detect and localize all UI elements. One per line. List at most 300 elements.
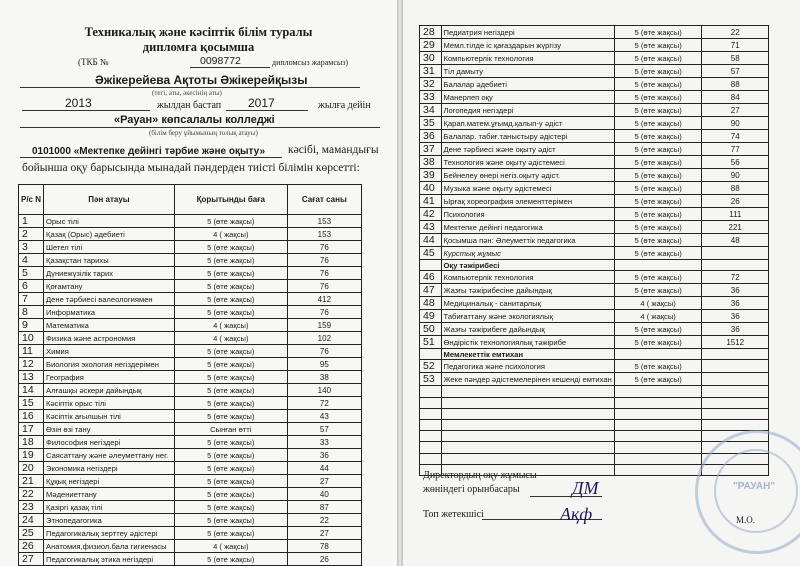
subject-name: Қарап.матем.ұғымд.қалып-у әдіст [441, 117, 614, 130]
subject-name: География [44, 371, 175, 384]
row-number: 36 [420, 130, 442, 143]
subject-name: Логопедия негіздері [441, 104, 614, 117]
grades-table-left [18, 184, 362, 566]
subject-name: Саясаттану және әлеуметтану нег. [44, 449, 175, 462]
subject-name: Физика және астрономия [44, 332, 175, 345]
subject-name: Анатомия,физиол.бала гигиенасы [44, 540, 175, 553]
diploma-number: 0098772 [200, 55, 241, 67]
grade-value: 5 (өте жақсы) [614, 221, 702, 234]
table-row [420, 336, 769, 349]
table-row [420, 247, 769, 260]
college-name: «Рауан» көпсалалы колледжі [114, 114, 275, 126]
hours-value: 72 [287, 397, 361, 410]
row-number: 50 [420, 323, 442, 336]
table-row [420, 260, 769, 271]
grade-value: 5 (өте жақсы) [174, 241, 287, 254]
empty-cell [420, 431, 442, 442]
header-subject: Пән атауы [44, 185, 175, 215]
stamp-label: М.О. [736, 515, 756, 525]
empty-cell [614, 419, 702, 430]
table-row [420, 156, 769, 169]
row-number: 17 [19, 423, 44, 436]
subject-name: Қазіргі қазақ тілі [44, 501, 175, 514]
table-row [420, 26, 769, 39]
grade-value: 5 (өте жақсы) [174, 267, 287, 280]
year-end: 2017 [248, 96, 275, 110]
subject-name: Мәдениеттану [44, 488, 175, 501]
grade-value: 5 (өте жақсы) [614, 208, 702, 221]
table-row [420, 39, 769, 52]
empty-cell [702, 408, 769, 419]
empty-row [420, 419, 769, 430]
table-row [420, 221, 769, 234]
table-row [19, 280, 362, 293]
hours-value: 36 [702, 323, 769, 336]
grade-value: 5 (өте жақсы) [174, 384, 287, 397]
grade-value: 4 ( жақсы) [174, 319, 287, 332]
empty-cell [420, 419, 442, 430]
hours-value: 71 [702, 39, 769, 52]
empty-cell [420, 408, 442, 419]
hours-value: 153 [287, 215, 361, 228]
row-number: 26 [19, 540, 44, 553]
college-caption: (білім беру ұйымының толық атауы) [149, 129, 258, 137]
grade-value: 5 (өте жақсы) [174, 306, 287, 319]
subject-name: Этнопедагогика [44, 514, 175, 527]
grade-value: 5 (өте жақсы) [614, 52, 702, 65]
grade-value [614, 260, 702, 271]
subject-name: Медициналық - санитарлық [441, 297, 614, 310]
row-number: 12 [19, 358, 44, 371]
grade-value: 5 (өте жақсы) [614, 234, 702, 247]
row-number: 40 [420, 182, 442, 195]
hours-value: 221 [702, 221, 769, 234]
table-row [420, 284, 769, 297]
year-start-label: жылдан бастап [157, 100, 222, 111]
table-row [420, 117, 769, 130]
empty-cell [614, 442, 702, 453]
subject-name: Қазақ (Орыс) әдебиеті [44, 228, 175, 241]
table-row [19, 358, 362, 371]
hours-value: 76 [287, 345, 361, 358]
grade-value: 5 (өте жақсы) [174, 397, 287, 410]
table-row [19, 553, 362, 566]
empty-row [420, 431, 769, 442]
empty-row [420, 386, 769, 397]
table-row [420, 52, 769, 65]
table-row [19, 501, 362, 514]
table-row [19, 241, 362, 254]
grade-value: 5 (өте жақсы) [614, 39, 702, 52]
row-number: 16 [19, 410, 44, 423]
subject-name: Қазақстан тарихы [44, 254, 175, 267]
subject-name: Тіл дамыту [441, 65, 614, 78]
subject-name: Педагогикалық зерттеу әдістері [44, 527, 175, 540]
hours-value: 27 [287, 475, 361, 488]
row-number: 30 [420, 52, 442, 65]
table-row [420, 373, 769, 386]
hours-value: 412 [287, 293, 361, 306]
subject-name: Табиғаттану және экологиялық [441, 310, 614, 323]
table-row [19, 293, 362, 306]
table-row [19, 228, 362, 241]
subject-name: Ырғақ хореография элементтерімен [441, 195, 614, 208]
subject-name: Бейнелеу өнері негіз.оқыту әдіст. [441, 169, 614, 182]
empty-cell [702, 386, 769, 397]
row-number: 37 [420, 143, 442, 156]
row-number: 3 [19, 241, 44, 254]
grade-value: 5 (өте жақсы) [614, 104, 702, 117]
row-number: 14 [19, 384, 44, 397]
subject-name: Мектепке дейінгі педагогика [441, 221, 614, 234]
grade-value: 5 (өте жақсы) [174, 280, 287, 293]
row-number: 22 [19, 488, 44, 501]
grade-value: 5 (өте жақсы) [614, 169, 702, 182]
subject-name: Манерлеп оқу [441, 91, 614, 104]
table-row [19, 371, 362, 384]
subject-name: Психология [441, 208, 614, 221]
subject-name: Мемл.тілде іс қағаздарын жүргізу [441, 39, 614, 52]
hours-value: 153 [287, 228, 361, 241]
hours-value: 90 [702, 169, 769, 182]
name-caption: (тегі, аты, әкесінің аты) [152, 89, 222, 97]
empty-cell [441, 442, 614, 453]
grade-value: 5 (өте жақсы) [174, 410, 287, 423]
hours-value: 76 [287, 280, 361, 293]
hours-value: 140 [287, 384, 361, 397]
hours-value: 74 [702, 130, 769, 143]
empty-row [420, 397, 769, 408]
row-number: 31 [420, 65, 442, 78]
grades-table-right [419, 25, 769, 476]
header-grade: Қорытынды баға [174, 185, 287, 215]
row-number: 49 [420, 310, 442, 323]
table-row [19, 267, 362, 280]
student-name: Әжікерейева Ақтоты Әжікерейқызы [95, 73, 308, 87]
subject-name: Дене тәрбиесі валеологиямен [44, 293, 175, 306]
table-row [420, 323, 769, 336]
empty-cell [614, 431, 702, 442]
row-number: 43 [420, 221, 442, 234]
row-number: 48 [420, 297, 442, 310]
empty-cell [420, 453, 442, 464]
row-number: 6 [19, 280, 44, 293]
row-number: 32 [420, 78, 442, 91]
grade-value: 5 (өте жақсы) [174, 553, 287, 566]
subject-name: Жазғы тәжірибеге дайындық [441, 323, 614, 336]
empty-cell [614, 408, 702, 419]
year-start: 2013 [65, 96, 92, 110]
hours-value: 36 [287, 449, 361, 462]
row-number: 42 [420, 208, 442, 221]
table-row [19, 514, 362, 527]
empty-cell [441, 397, 614, 408]
row-number: 10 [19, 332, 44, 345]
subject-name: Информатика [44, 306, 175, 319]
table-row [420, 360, 769, 373]
row-number: 9 [19, 319, 44, 332]
grade-value: 5 (өте жақсы) [174, 501, 287, 514]
hours-value [702, 360, 769, 373]
subject-name: Педагогикалық этика негіздері [44, 553, 175, 566]
hours-value: 1512 [702, 336, 769, 349]
grade-value: 5 (өте жақсы) [614, 373, 702, 386]
hours-value: 44 [287, 462, 361, 475]
hours-value: 22 [287, 514, 361, 527]
empty-cell [614, 386, 702, 397]
row-number: 28 [420, 26, 442, 39]
subject-name: Математика [44, 319, 175, 332]
specialty-suffix: кәсібі, мамандығы [288, 144, 379, 156]
row-number: 23 [19, 501, 44, 514]
row-number: 5 [19, 267, 44, 280]
grade-value: 5 (өте жақсы) [174, 345, 287, 358]
row-number: 2 [19, 228, 44, 241]
subject-name: Өзін өзі тану [44, 423, 175, 436]
empty-cell [702, 419, 769, 430]
grade-value: 4 ( жақсы) [174, 332, 287, 345]
title-line-1: Техникалық және кәсіптік білім туралы [84, 25, 313, 39]
left-page [0, 0, 397, 566]
row-number: 45 [420, 247, 442, 260]
hours-value: 57 [702, 65, 769, 78]
hours-value: 76 [287, 254, 361, 267]
row-number: 47 [420, 284, 442, 297]
row-number: 21 [19, 475, 44, 488]
row-number: 52 [420, 360, 442, 373]
hours-value: 88 [702, 182, 769, 195]
hours-value [702, 373, 769, 386]
grade-value: 5 (өте жақсы) [174, 475, 287, 488]
hours-value: 76 [287, 241, 361, 254]
row-number: 34 [420, 104, 442, 117]
row-number: 19 [19, 449, 44, 462]
table-row [19, 423, 362, 436]
row-number: 29 [420, 39, 442, 52]
row-number: 51 [420, 336, 442, 349]
subject-name: Шетел тілі [44, 241, 175, 254]
table-row [19, 319, 362, 332]
grade-value: Сынған өтті [174, 423, 287, 436]
grade-value: 5 (өте жақсы) [174, 436, 287, 449]
table-row [19, 488, 362, 501]
header-number: Р/с N [19, 185, 44, 215]
specialty: 0101000 «Мектепке дейінгі тәрбие және оқыту» [32, 146, 266, 157]
grade-value: 4 ( жақсы) [174, 228, 287, 241]
grade-value: 5 (өте жақсы) [614, 117, 702, 130]
subject-name: Оқу тәжірибесі [441, 260, 614, 271]
grade-value: 5 (өте жақсы) [174, 293, 287, 306]
director-label-1: Директордың оқу жұмысы [423, 470, 537, 481]
table-row [420, 104, 769, 117]
hours-value: 36 [702, 310, 769, 323]
table-row [19, 462, 362, 475]
subject-name: Алғашқы әскери дайындық [44, 384, 175, 397]
empty-cell [614, 397, 702, 408]
hours-value: 40 [287, 488, 361, 501]
subject-name: Компьютерлік технология [441, 52, 614, 65]
table-row [420, 65, 769, 78]
row-number: 20 [19, 462, 44, 475]
subject-name: Балалар әдебиеті [441, 78, 614, 91]
hours-value: 95 [287, 358, 361, 371]
grade-value: 5 (өте жақсы) [174, 527, 287, 540]
empty-cell [441, 431, 614, 442]
table-row [19, 215, 362, 228]
table-row [420, 208, 769, 221]
director-label-2: жөніндегі орынбасары [423, 484, 520, 495]
row-number: 11 [19, 345, 44, 358]
table-row [19, 436, 362, 449]
row-number: 7 [19, 293, 44, 306]
row-number: 46 [420, 271, 442, 284]
diploma-suffix: дипломсыз жарамсыз) [272, 58, 349, 67]
grade-value: 5 (өте жақсы) [614, 130, 702, 143]
subject-name: Жеке пәндер әдістемелерінен кешенді емтихан [441, 373, 614, 386]
table-row [19, 397, 362, 410]
row-number: 44 [420, 234, 442, 247]
subject-name: Химия [44, 345, 175, 358]
table-row [420, 143, 769, 156]
table-row [420, 130, 769, 143]
year-end-label: жылға дейін [318, 100, 371, 111]
subject-name: Кәсіптік ағылшын тілі [44, 410, 175, 423]
subject-name: Дене тәрбиесі және оқыту әдіст [441, 143, 614, 156]
row-number: 25 [19, 527, 44, 540]
hours-value [702, 349, 769, 360]
row-number: 33 [420, 91, 442, 104]
table-row [420, 349, 769, 360]
empty-cell [420, 442, 442, 453]
grade-value: 5 (өте жақсы) [614, 78, 702, 91]
row-number [420, 260, 442, 271]
subject-name: Биология экология негіздерімен [44, 358, 175, 371]
table-row [420, 169, 769, 182]
grade-value: 5 (өте жақсы) [614, 26, 702, 39]
hours-value: 58 [702, 52, 769, 65]
table-row [19, 410, 362, 423]
empty-cell [441, 386, 614, 397]
table-row [420, 234, 769, 247]
row-number: 15 [19, 397, 44, 410]
hours-value: 88 [702, 78, 769, 91]
hours-value: 33 [287, 436, 361, 449]
table-row [19, 540, 362, 553]
title-line-2: дипломға қосымша [142, 40, 255, 54]
table-row [420, 182, 769, 195]
empty-cell [420, 386, 442, 397]
hours-value: 76 [287, 306, 361, 319]
intro-text: бойынша оқу барысында мынадай пәндерден тиісті білімін көрсетті: [22, 162, 360, 174]
grade-value: 5 (өте жақсы) [614, 156, 702, 169]
hours-value: 27 [287, 527, 361, 540]
empty-cell [614, 464, 702, 475]
hours-value: 48 [702, 234, 769, 247]
grade-value: 4 ( жақсы) [614, 297, 702, 310]
row-number: 1 [19, 215, 44, 228]
table-row [19, 384, 362, 397]
subject-name: Педагогика және психология [441, 360, 614, 373]
row-number: 27 [19, 553, 44, 566]
table-row [420, 78, 769, 91]
grade-value: 5 (өте жақсы) [174, 215, 287, 228]
row-number [420, 349, 442, 360]
hours-value: 36 [702, 297, 769, 310]
grade-value: 5 (өте жақсы) [174, 514, 287, 527]
table-row [420, 195, 769, 208]
grade-value: 5 (өте жақсы) [174, 358, 287, 371]
grade-value: 5 (өте жақсы) [614, 271, 702, 284]
row-number: 53 [420, 373, 442, 386]
subject-name: Технология және оқыту әдістемесі [441, 156, 614, 169]
hours-value: 38 [287, 371, 361, 384]
grade-value: 5 (өте жақсы) [614, 195, 702, 208]
hours-value: 78 [287, 540, 361, 553]
row-number: 4 [19, 254, 44, 267]
grade-value: 5 (өте жақсы) [614, 284, 702, 297]
director-signature: ДМ [572, 478, 599, 498]
empty-cell [702, 397, 769, 408]
hours-value: 22 [702, 26, 769, 39]
subject-name: Дүниежүзілік тарих [44, 267, 175, 280]
table-row [19, 345, 362, 358]
grade-value: 5 (өте жақсы) [174, 449, 287, 462]
hours-value: 57 [287, 423, 361, 436]
subject-name: Экономика негіздері [44, 462, 175, 475]
empty-cell [441, 408, 614, 419]
grade-value: 5 (өте жақсы) [614, 360, 702, 373]
table-row [19, 475, 362, 488]
subject-name: Құқық негіздері [44, 475, 175, 488]
grade-value: 5 (өте жақсы) [614, 182, 702, 195]
row-number: 18 [19, 436, 44, 449]
header-hours: Сағат саны [287, 185, 361, 215]
table-row [19, 254, 362, 267]
table-row [420, 91, 769, 104]
hours-value: 102 [287, 332, 361, 345]
empty-cell [614, 453, 702, 464]
grade-value: 4 ( жақсы) [614, 310, 702, 323]
subject-name: Мемлекеттік емтихан [441, 349, 614, 360]
subject-name: Қоғамтану [44, 280, 175, 293]
grade-value: 5 (өте жақсы) [614, 143, 702, 156]
subject-name: Компьютерлік технология [441, 271, 614, 284]
subject-name: Өндірістік технологиялық тәжірибе [441, 336, 614, 349]
row-number: 8 [19, 306, 44, 319]
table-row [19, 306, 362, 319]
hours-value: 26 [702, 195, 769, 208]
grade-value: 5 (өте жақсы) [174, 254, 287, 267]
grade-value: 5 (өте жақсы) [614, 323, 702, 336]
hours-value: 90 [702, 117, 769, 130]
subject-name: Педиатрия негіздері [441, 26, 614, 39]
grade-value: 5 (өте жақсы) [174, 488, 287, 501]
hours-value: 84 [702, 91, 769, 104]
hours-value: 36 [702, 284, 769, 297]
grade-value: 5 (өте жақсы) [174, 371, 287, 384]
table-row [420, 271, 769, 284]
subject-name: Кәсіптік орыс тілі [44, 397, 175, 410]
hours-value: 77 [702, 143, 769, 156]
head-label: Топ жетекшісі [423, 509, 484, 520]
grade-value: 5 (өте жақсы) [614, 247, 702, 260]
diploma-prefix: (ТКБ № [78, 57, 109, 67]
subject-name: Қосымша пән: Әлеуметтік педагогика [441, 234, 614, 247]
hours-value [702, 247, 769, 260]
grade-value: 5 (өте жақсы) [174, 462, 287, 475]
hours-value: 72 [702, 271, 769, 284]
hours-value: 111 [702, 208, 769, 221]
